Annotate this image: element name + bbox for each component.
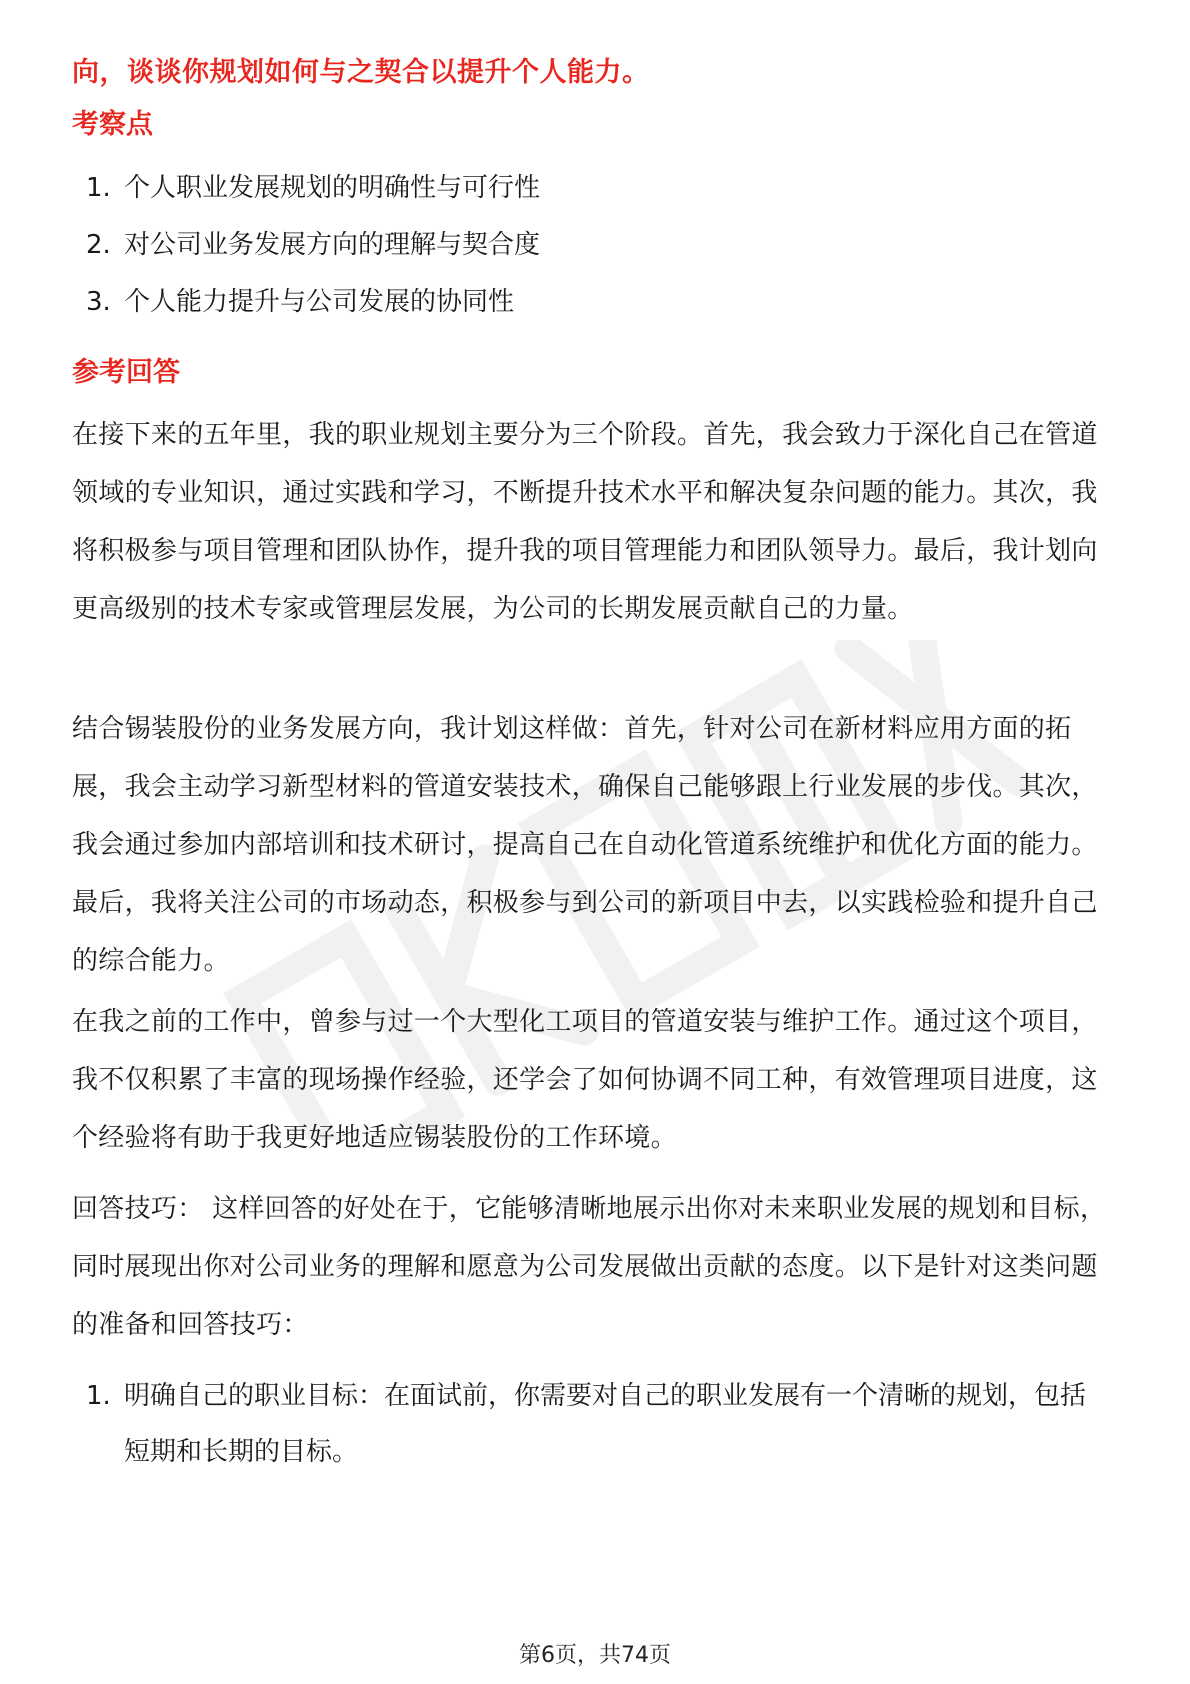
answer-paragraph-2: 结合锡装股份的业务发展方向，我计划这样做：首先，针对公司在新材料应用方面的拓展，我会主动学习新型材料的管道安装技术，确保自己能够跟上行业发展的步伐。其次，我会通过参加内部培训和技术研讨，提高自己在自动化管道系统维护和优化方面的能力。最后，我将关注公司的市场动态，积极参与到公司的新项目中去，以实践检验和提升自己的综合能力。 [72, 714, 1098, 976]
question-continuation [72, 50, 650, 89]
tips-list [86, 1368, 1086, 1480]
page-footer: 第6页，共74页 [519, 1643, 671, 1668]
answer-paragraph-1: 在接下来的五年里，我的职业规划主要分为三个阶段。首先，我会致力于深化自己在管道领域的专业知识，通过实践和学习，不断提升技术水平和解决复杂问题的能力。其次，我将积极参与项目管理和团队协作，提升我的项目管理能力和团队领导力。最后，我计划向更高级别的技术专家或管理层发展，为公司的长期发展贡献自己的力量。 [72, 420, 1098, 624]
list-item [86, 274, 1106, 331]
points-list [86, 160, 1106, 331]
list-item [86, 217, 1106, 274]
answer-heading: 参考回答 [72, 357, 180, 388]
list-text: 对公司业务发展方向的理解与契合度 [124, 230, 541, 260]
list-number: 2. [86, 230, 111, 260]
list-number: 1. [86, 1381, 111, 1411]
list-number: 1. [86, 173, 111, 203]
answer-paragraph-3: 在我之前的工作中，曾参与过一个大型化工项目的管道安装与维护工作。通过这个项目，我不仅积累了丰富的现场操作经验，还学会了如何协调不同工种，有效管理项目进度，这个经验将有助于我更好地适应锡装股份的工作环境。 [72, 1007, 1098, 1153]
list-item [86, 1368, 1086, 1480]
list-text: 个人能力提升与公司发展的协同性 [124, 287, 515, 317]
list-item [86, 160, 1106, 217]
list-text: 个人职业发展规划的明确性与可行性 [124, 173, 541, 203]
question-prefix: 向，谈谈你规划 [72, 57, 265, 88]
list-number: 3. [86, 287, 111, 317]
points-heading: 考察点 [72, 109, 153, 140]
tips-intro: 回答技巧： 这样回答的好处在于，它能够清晰地展示出你对未来职业发展的规划和目标，同时展现出你对公司业务的理解和愿意为公司发展做出贡献的态度。以下是针对这类问题的准备和回答技巧： [72, 1194, 1107, 1340]
list-text: 明确自己的职业目标：在面试前，你需要对自己的职业发展有一个清晰的规划，包括短期和长期的目标。 [124, 1381, 1087, 1467]
question-suffix: 如何与之契合以提升个人能力。 [264, 57, 650, 88]
